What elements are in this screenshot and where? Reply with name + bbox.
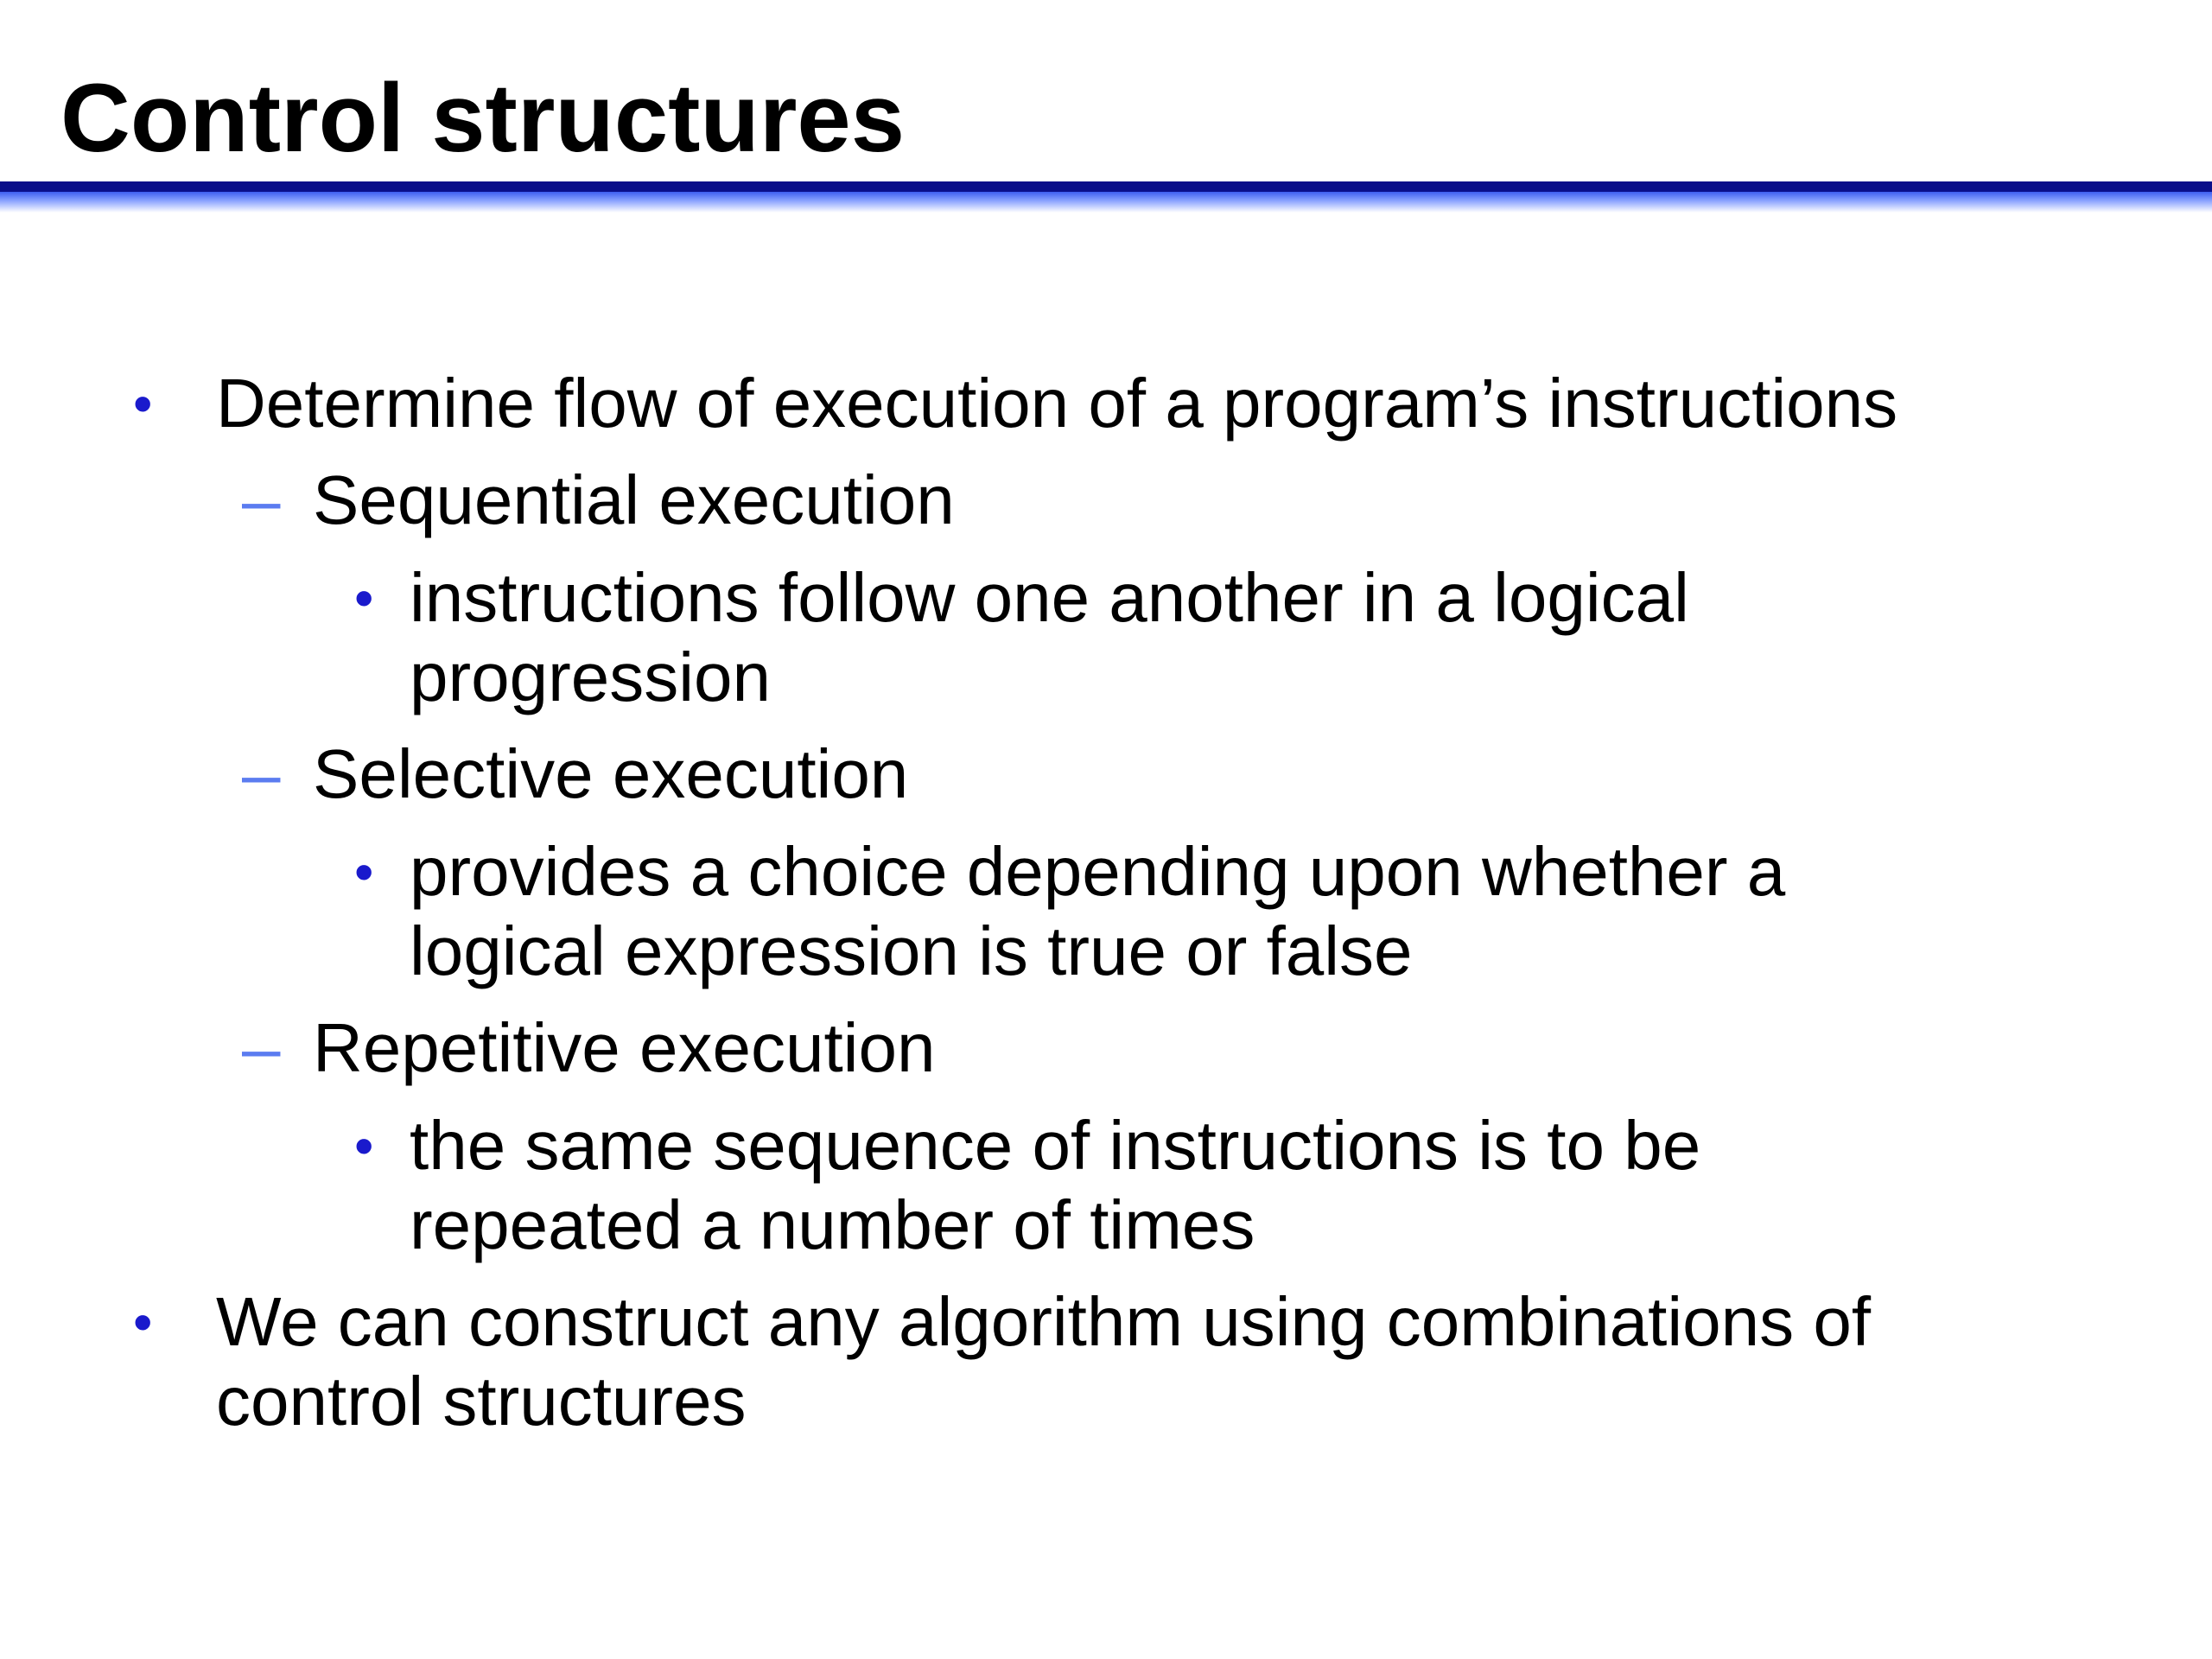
- bullet-8-line-1: We can construct any algorithm using combinations of: [216, 1283, 1872, 1360]
- bullet-4-line-1: Selective execution: [313, 735, 909, 812]
- bullet-marker-5: •: [354, 841, 374, 903]
- title-underline-dark: [0, 181, 2212, 192]
- bullet-8-line-2: control structures: [216, 1363, 747, 1440]
- bullet-6-line-1: Repetitive execution: [313, 1009, 936, 1086]
- bullet-5-line-2: logical expression is true or false: [410, 912, 1413, 989]
- title-underline-gradient: [0, 192, 2212, 213]
- bullet-5-line-1: provides a choice depending upon whether a: [410, 833, 1786, 910]
- bullet-3-line-1: instructions follow one another in a logical: [410, 559, 1689, 636]
- title-underline: [0, 181, 2212, 213]
- bullet-3-line-2: progression: [410, 639, 772, 715]
- slide-title: Control structures: [60, 64, 905, 172]
- dash-marker-4: –: [242, 735, 281, 812]
- dash-marker-2: –: [242, 461, 281, 538]
- bullet-marker-3: •: [354, 567, 374, 629]
- bullet-1-line-1: Determine flow of execution of a program’s instructions: [216, 365, 1898, 442]
- bullet-7-line-2: repeated a number of times: [410, 1186, 1255, 1263]
- dash-marker-6: –: [242, 1009, 281, 1086]
- bullet-marker-1: •: [133, 372, 153, 435]
- bullet-marker-8: •: [133, 1291, 153, 1353]
- bullet-2-line-1: Sequential execution: [313, 461, 955, 538]
- bullet-marker-7: •: [354, 1115, 374, 1177]
- bullet-7-line-1: the same sequence of instructions is to be: [410, 1107, 1701, 1184]
